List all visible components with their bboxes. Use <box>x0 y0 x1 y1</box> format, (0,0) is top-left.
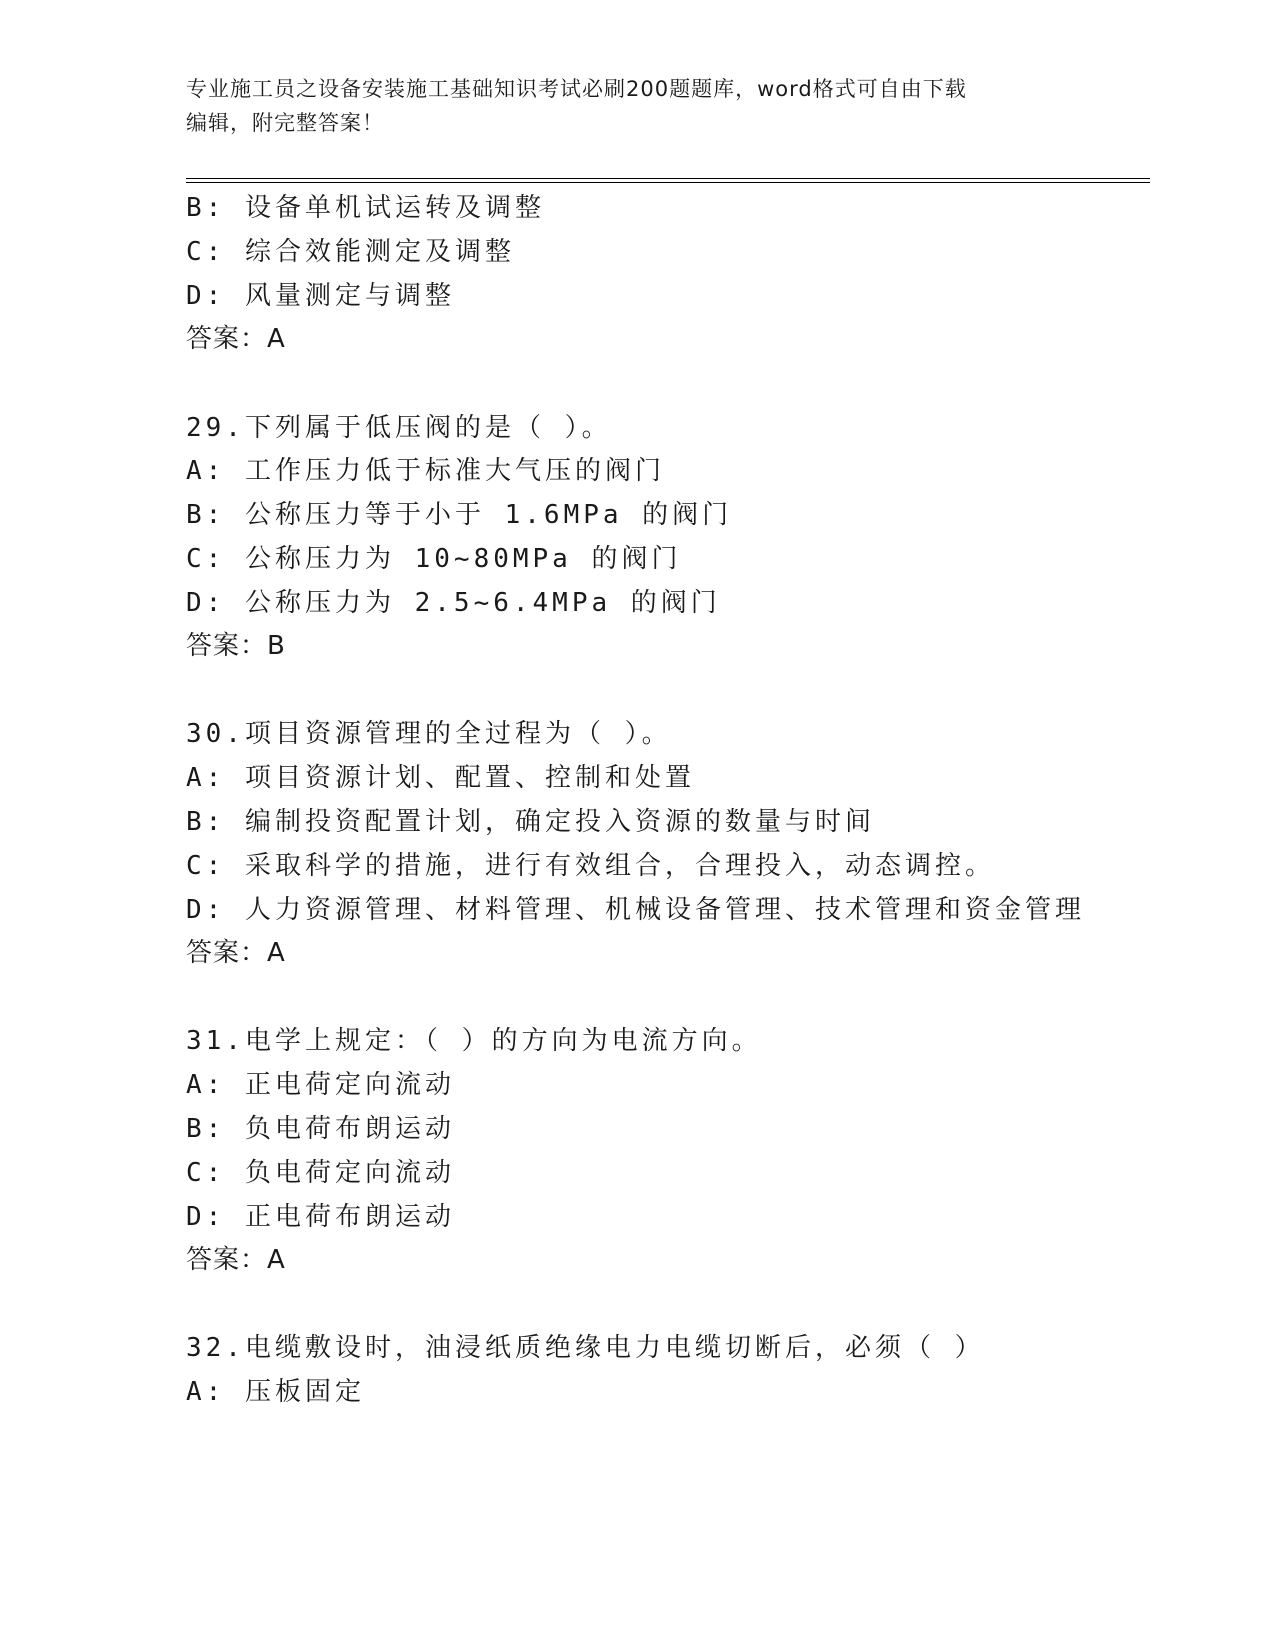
q31-stem: 31.电学上规定：（ ）的方向为电流方向。 <box>186 1026 762 1056</box>
q32-stem: 32.电缆敷设时，油浸纸质绝缘电力电缆切断后，必须（ ） <box>186 1333 985 1363</box>
q30-stem: 30.项目资源管理的全过程为（ ）。 <box>186 719 672 749</box>
document-title-line-2: 编辑，附完整答案！ <box>186 111 384 135</box>
q31-answer: 答案：A <box>186 1245 286 1275</box>
document-header <box>186 72 1066 140</box>
q30-option-d: D: 人力资源管理、材料管理、机械设备管理、技术管理和资金管理 <box>186 895 1085 925</box>
q29-option-a: A: 工作压力低于标准大气压的阀门 <box>186 456 665 486</box>
q30-option-c: C: 采取科学的措施，进行有效组合，合理投入，动态调控。 <box>186 851 995 881</box>
q30-option-a: A: 项目资源计划、配置、控制和处置 <box>186 763 695 793</box>
q29-stem: 29.下列属于低压阀的是（ ）。 <box>186 413 612 443</box>
prev-question-answer: 答案：A <box>186 324 286 354</box>
prev-question-option-b: B: 设备单机试运转及调整 <box>186 193 545 223</box>
prev-question-option-c: C: 综合效能测定及调整 <box>186 237 515 267</box>
q30-answer: 答案：A <box>186 938 286 968</box>
q29-option-b: B: 公称压力等于小于 1.6MPa 的阀门 <box>186 500 733 530</box>
q29-option-c: C: 公称压力为 10~80MPa 的阀门 <box>186 544 682 574</box>
q31-option-c: C: 负电荷定向流动 <box>186 1158 455 1188</box>
q31-option-a: A: 正电荷定向流动 <box>186 1070 455 1100</box>
q29-option-d: D: 公称压力为 2.5~6.4MPa 的阀门 <box>186 588 721 618</box>
prev-question-option-d: D: 风量测定与调整 <box>186 281 455 311</box>
q31-option-b: B: 负电荷布朗运动 <box>186 1114 455 1144</box>
document-title-line-1: 专业施工员之设备安装施工基础知识考试必刷200题题库，word格式可自由下载 <box>186 77 967 101</box>
q32-option-a: A: 压板固定 <box>186 1377 365 1407</box>
header-divider-top <box>186 178 1150 179</box>
q31-option-d: D: 正电荷布朗运动 <box>186 1202 455 1232</box>
q29-answer: 答案：B <box>186 631 286 661</box>
q30-option-b: B: 编制投资配置计划，确定投入资源的数量与时间 <box>186 807 875 837</box>
header-divider-bottom <box>186 182 1150 183</box>
